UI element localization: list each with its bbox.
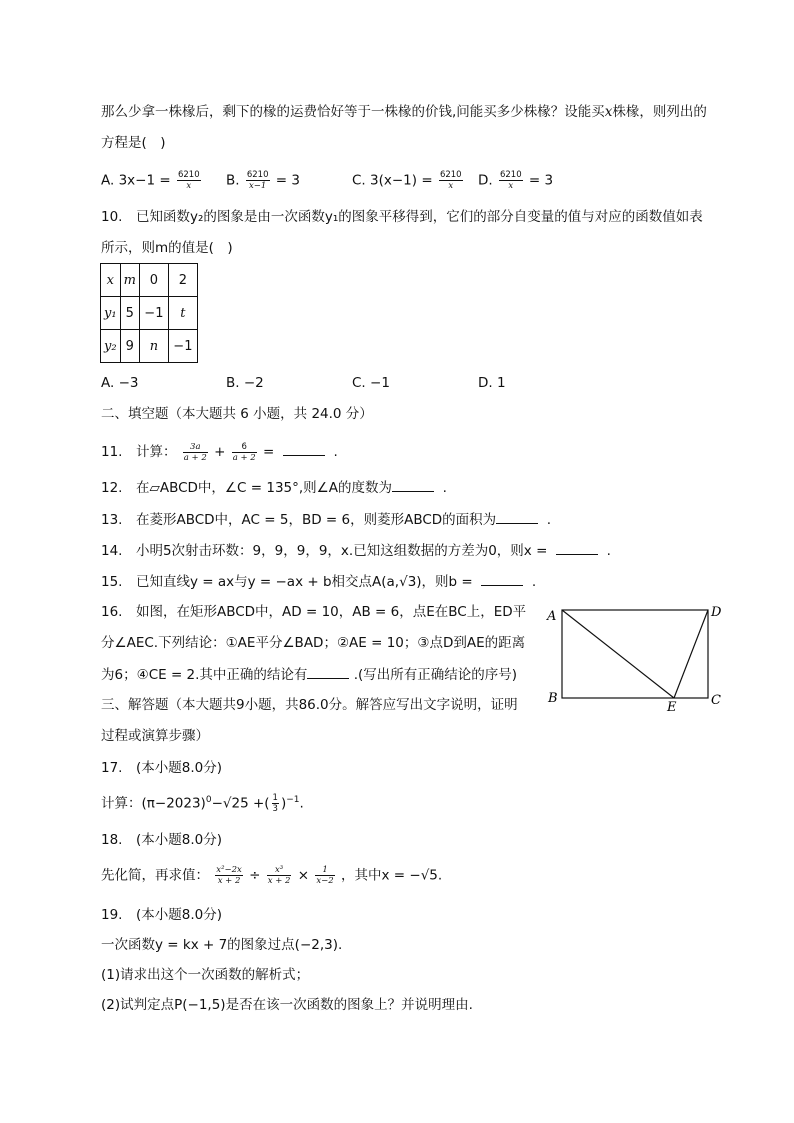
period: . — [442, 480, 447, 496]
answer-blank[interactable] — [481, 571, 523, 586]
table-cell: 0 — [139, 264, 168, 297]
segment-ae — [562, 610, 674, 698]
q17-text: 计算：(π−2023) — [101, 795, 206, 812]
exponent: −1 — [286, 795, 300, 805]
table-cell: 5 — [120, 297, 139, 330]
q10-option-b: B. −2 — [226, 375, 264, 391]
q10-value-table — [100, 263, 198, 363]
denominator: x — [448, 181, 454, 191]
q9-text-tail: 株椽，则列出的 — [612, 104, 707, 120]
q14-text: 14. 小明5次射击环数：9，9，9，9，x.已知这组数据的方差为0，则x = — [101, 543, 548, 559]
q18-text: 先化简，再求值： — [101, 867, 209, 884]
denominator: x — [186, 181, 192, 191]
section-heading-solutions: 三、解答题（本大题共9小题，共86.0分。解答应写出文字说明，证明 — [101, 697, 518, 713]
option-expr: = 3 — [528, 172, 554, 189]
q17-text: −√25 +( — [211, 795, 270, 812]
option-expr: 3x−1 = — [118, 172, 171, 189]
q19-line1: 一次函数y = kx + 7的图象过点(−2,3). — [101, 937, 343, 953]
numerator: 6210 — [246, 170, 269, 180]
denominator: a + 2 — [232, 452, 256, 463]
answer-blank[interactable] — [496, 509, 538, 524]
fraction — [439, 170, 463, 191]
denominator: x + 2 — [217, 876, 241, 886]
q9-option-a — [101, 170, 203, 191]
q18-text: ，其中x = −√5. — [341, 867, 443, 884]
q14 — [101, 540, 611, 561]
table-cell: −1 — [139, 297, 168, 330]
fraction — [315, 865, 334, 886]
table-row — [101, 297, 198, 330]
q15-text: 15. 已知直线y = ax与y = −ax + b相交点A(a,√3)，则b = — [101, 574, 473, 590]
q16-line1: 16. 如图，在矩形ABCD中，AD = 10，AB = 6，点E在BC上，ED平 — [101, 604, 527, 620]
q18-heading: 18. (本小题8.0分) — [101, 832, 222, 848]
q15 — [101, 571, 536, 592]
vertex-label-b: B — [548, 691, 558, 706]
vertex-label-e: E — [667, 700, 677, 712]
q9-text: 那么少拿一株椽后，剩下的椽的运费恰好等于一株椽的价钱,问能买多少株椽？设能买 — [101, 104, 605, 120]
q9-line2: 方程是( ) — [101, 135, 166, 151]
table-cell: m — [120, 264, 139, 297]
denominator: a + 2 — [183, 452, 207, 463]
q16-line3 — [101, 664, 517, 685]
q11 — [101, 441, 338, 463]
fraction — [177, 170, 201, 191]
q9-option-b — [226, 170, 300, 191]
option-label: D. — [478, 172, 493, 189]
denominator: x−1 — [249, 181, 267, 191]
rectangle-abcd — [562, 610, 708, 698]
denominator: x + 2 — [267, 876, 291, 886]
q13 — [101, 509, 551, 530]
q11-text: 11. 计算： — [101, 444, 177, 460]
option-expr: 3(x−1) = — [370, 172, 433, 189]
denominator: 3 — [272, 804, 278, 814]
operator: = — [263, 444, 275, 460]
table-cell: 9 — [120, 330, 139, 363]
q10-line1: 10. 已知函数y₂的图象是由一次函数y₁的图象平移得到，它们的部分自变量的值与对应的函数值如表 — [101, 209, 703, 225]
table-cell: 2 — [168, 264, 197, 297]
vertex-label-d: D — [711, 605, 722, 620]
q16-text-tail: .(写出所有正确结论的序号) — [353, 667, 518, 683]
numerator: 1 — [315, 865, 334, 876]
q10-line2: 所示，则m的值是( ) — [101, 240, 233, 256]
fraction — [183, 442, 208, 463]
vertex-label-c: C — [711, 693, 721, 708]
period: . — [531, 574, 537, 590]
q10-option-c: C. −1 — [352, 375, 390, 391]
period: . — [546, 512, 552, 528]
q13-text: 13. 在菱形ABCD中，AC = 5，BD = 6，则菱形ABCD的面积为 — [101, 512, 497, 528]
vertex-label-a: A — [547, 609, 557, 624]
table-row — [101, 330, 198, 363]
q9-option-c — [352, 170, 465, 191]
option-expr: = 3 — [275, 172, 300, 189]
table-cell: y₂ — [101, 330, 121, 363]
option-label: B. — [226, 172, 240, 189]
q12 — [101, 477, 447, 498]
answer-blank[interactable] — [283, 441, 325, 456]
answer-blank[interactable] — [307, 664, 349, 679]
denominator: x−2 — [316, 876, 334, 886]
denominator: x — [508, 181, 514, 191]
numerator: x²−2x — [216, 865, 242, 875]
table-cell: x — [101, 264, 121, 297]
q16-text: 为6；④CE = 2.其中正确的结论有 — [101, 667, 308, 683]
numerator: 6210 — [177, 170, 200, 180]
q17-heading: 17. (本小题8.0分) — [101, 760, 222, 776]
table-cell: y₁ — [101, 297, 121, 330]
table-cell: n — [139, 330, 168, 363]
fraction — [232, 442, 257, 463]
answer-blank[interactable] — [556, 540, 598, 555]
q17-expression — [101, 790, 304, 814]
q16-line2: 分∠AEC.下列结论：①AE平分∠BAD；②AE = 10；③点D到AE的距离 — [101, 635, 526, 651]
q9-option-d — [478, 170, 553, 191]
segment-de — [674, 610, 708, 698]
operator: × — [297, 867, 310, 884]
fraction — [499, 170, 523, 191]
q10-option-a: A. −3 — [101, 375, 139, 391]
period: . — [299, 795, 304, 812]
fraction — [215, 865, 243, 886]
table-cell: −1 — [168, 330, 197, 363]
q10-option-d: D. 1 — [478, 375, 506, 391]
numerator: x³ — [267, 865, 292, 876]
table-cell: t — [168, 297, 197, 330]
q19-heading: 19. (本小题8.0分) — [101, 907, 222, 923]
q12-text: 12. 在▱ABCD中，∠C = 135°,则∠A的度数为 — [101, 480, 393, 496]
fraction — [272, 793, 279, 814]
operator: ÷ — [249, 867, 261, 884]
numerator: 6 — [232, 442, 257, 453]
numerator: 6210 — [439, 170, 462, 180]
option-label: C. — [352, 172, 366, 189]
q9-line1 — [101, 102, 707, 122]
q18-expression — [101, 865, 442, 886]
table-row — [101, 264, 198, 297]
rectangle-figure — [540, 600, 730, 712]
operator: + — [214, 444, 226, 460]
fraction — [246, 170, 270, 191]
period: . — [333, 444, 338, 460]
q19-line3: (2)试判定点P(−1,5)是否在该一次函数的图象上？并说明理由. — [101, 997, 473, 1013]
q19-line2: (1)请求出这个一次函数的解析式； — [101, 967, 310, 983]
numerator: 1 — [272, 793, 278, 803]
numerator: 6210 — [499, 170, 522, 180]
exponent: 0 — [205, 795, 212, 805]
section-heading-fill-blank: 二、填空题（本大题共 6 小题，共 24.0 分） — [101, 406, 373, 422]
q9-var: x — [604, 104, 613, 120]
answer-blank[interactable] — [392, 477, 434, 492]
numerator: 3a — [183, 442, 208, 453]
paren: ) — [280, 795, 287, 812]
period: . — [606, 543, 611, 559]
option-label: A. — [101, 172, 115, 189]
fraction — [267, 865, 292, 886]
section-heading-solutions-cont: 过程或演算步骤） — [101, 728, 209, 744]
